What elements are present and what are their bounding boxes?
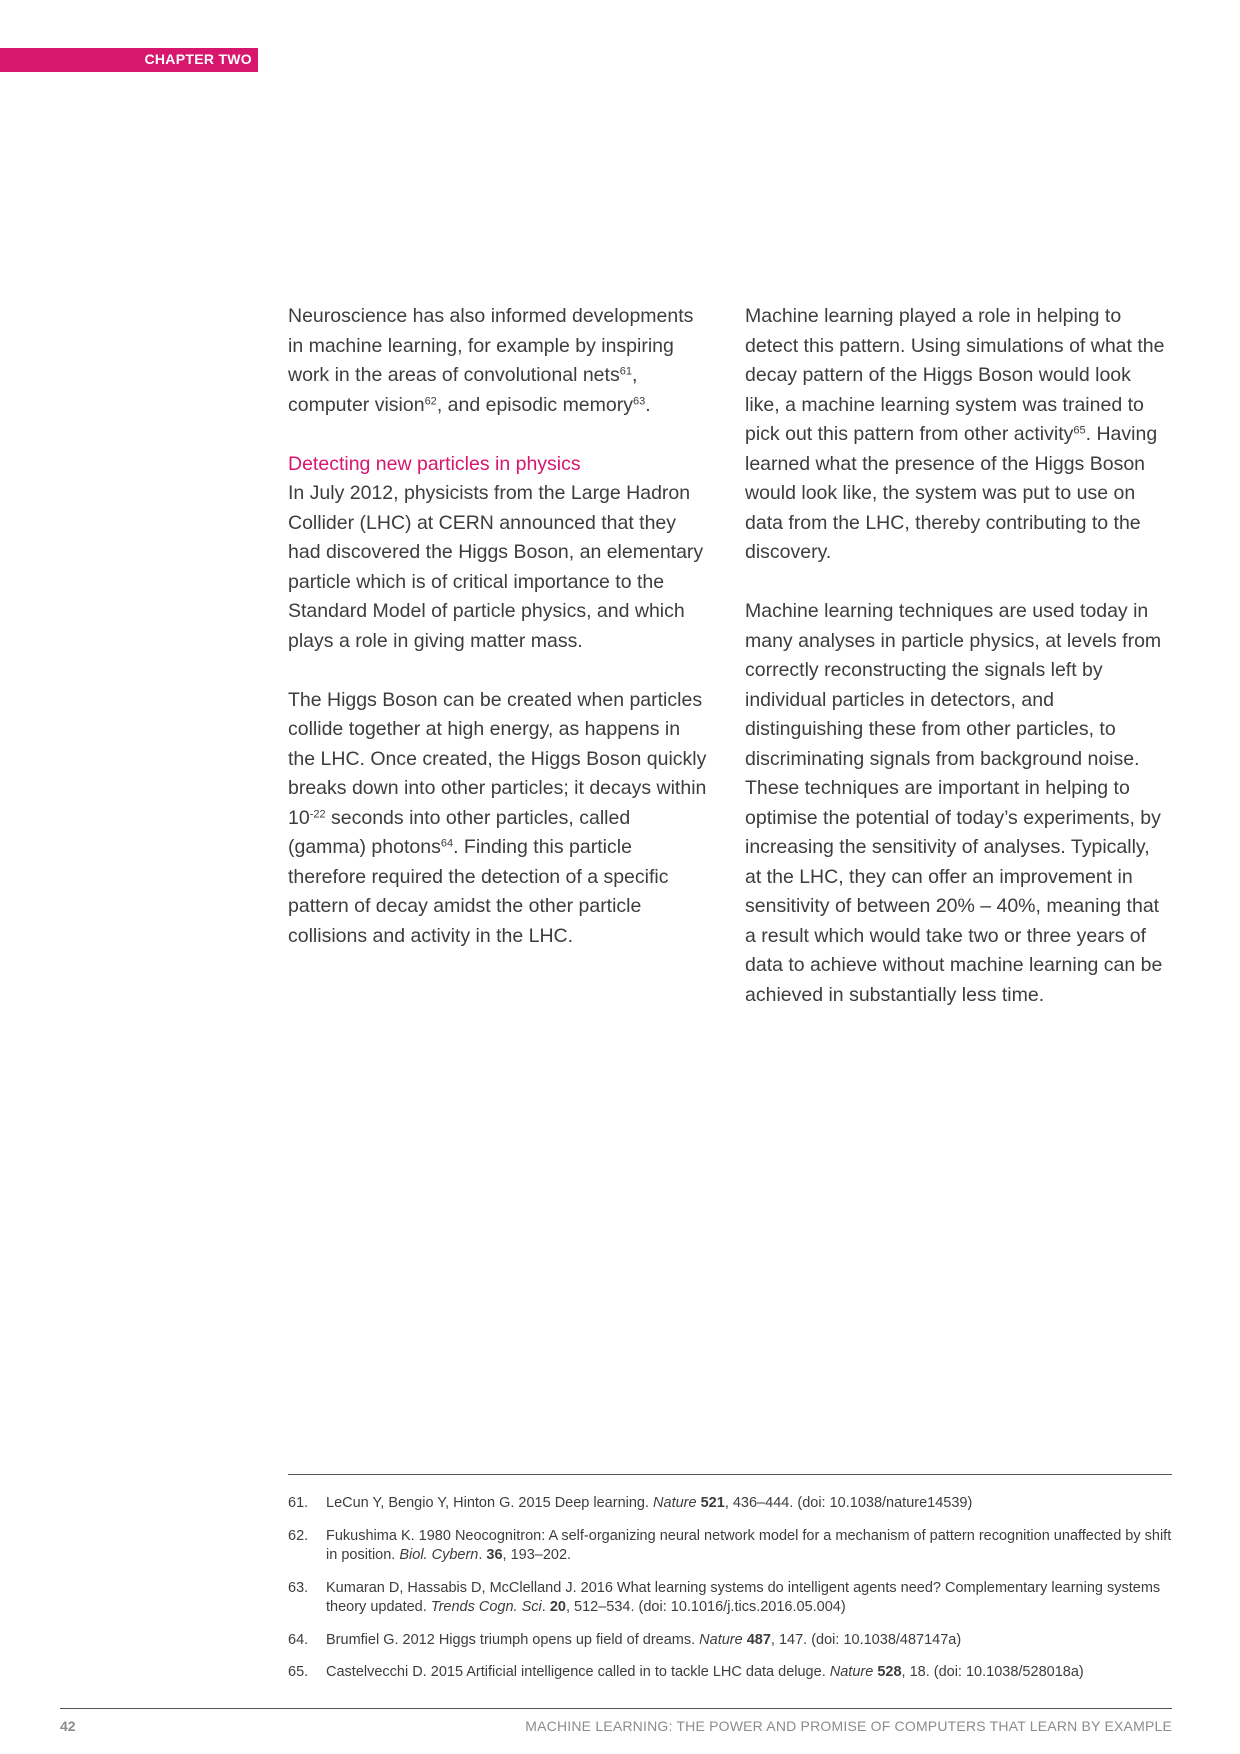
footnote-divider: [288, 1474, 1172, 1475]
footnote-ref-65[interactable]: 65: [1073, 424, 1086, 437]
chapter-tab: [0, 48, 258, 72]
footnote-number: 61.: [288, 1495, 309, 1511]
footnote-item: 61. LeCun Y, Bengio Y, Hinton G. 2015 Deep learning. Nature 521, 436–444. (doi: 10.1038/nature14539): [288, 1494, 1172, 1514]
paragraph-neuroscience: Neuroscience has also informed developments in machine learning, for example by inspiring work in the areas of convolutional nets$^{61}$, computer vision$^{62}$, and episodic memory$^{63}$.: [288, 305, 694, 416]
paragraph-lhc-announcement: Detecting new particles in physics In July 2012, physicists from the Large Hadron Collider (LHC) at CERN announced that they had discovered the Higgs Boson, an elementary particle which is of critical importance to the Standard Model of particle physics, and which plays a role in giving matter mass.: [288, 450, 708, 657]
footnote-number: 62.: [288, 1527, 309, 1544]
left-column: [288, 302, 708, 981]
section-heading: Detecting new particles in physics: [288, 452, 581, 475]
paragraph-ml-pattern: Machine learning played a role in helping to detect this pattern. Using simulations of what the decay pattern of the Higgs Boson would look like, a machine learning system was trained to pick out this pattern from other activity$^{65}$. Having learned what the presence of the Higgs Boson would look like, the system was put to use on data from the LHC, thereby contributing to the discovery.: [745, 305, 1165, 563]
footnote-ref-63[interactable]: 63: [632, 394, 646, 407]
footnote-item: 63. Kumaran D, Hassabis D, McClelland J. 2016 What learning systems do intelligent agents need? Complementary learning systems theory updated. Trends Cogn. Sci. 20, 512–534. (doi: 10.1016/j.tics.2016.05.004): [288, 1579, 1161, 1615]
footnote-list: [288, 1494, 1172, 1696]
footnote-ref-64[interactable]: 64: [440, 837, 454, 850]
paragraph-ml-techniques: Machine learning techniques are used today in many analyses in particle physics, at levels from correctly reconstructing the signals left by individual particles in detectors, and distinguishing these from other particles, to discriminating signals from background noise. These techniques are important in helping to optimise the potential of today’s experiments, by increasing the sensitivity of analyses. Typically, at the LHC, they can offer an improvement in sensitivity of between 20% – 40%, meaning that a result which would take two or three years of data to achieve without machine learning can be achieved in substantially less time.: [745, 600, 1163, 1006]
footnote-item: 62. Fukushima K. 1980 Neocognitron: A self-organizing neural network model for a mechanism of pattern recognition unaffected by shift in position. Biol. Cybern. 36, 193–202.: [288, 1527, 1172, 1563]
page-number: 42: [60, 1718, 76, 1734]
right-column: [745, 302, 1165, 1040]
paragraph-higgs-decay: The Higgs Boson can be created when particles collide together at high energy, as happens in the LHC. Once created, the Higgs Boson quickly breaks down into other particles; it decays within $10^{-22}$ seconds into other particles, called (gamma) photons$^{64}$. Finding this particle therefore required the detection of a specific pattern of decay amidst the other particle collisions and activity in the LHC.: [288, 688, 707, 947]
footnote-ref-62[interactable]: 62: [424, 394, 437, 407]
footnote-number: 63.: [288, 1579, 309, 1596]
footnote-item: 65. Castelvecchi D. 2015 Artificial intelligence called in to tackle LHC data deluge. Nature 528, 18. (doi: 10.1038/528018a): [288, 1663, 1172, 1683]
footer-divider: [60, 1708, 1172, 1709]
footnote-number: 64.: [288, 1631, 309, 1648]
footnote-item: 64. Brumfiel G. 2012 Higgs triumph opens up field of dreams. Nature 487, 147. (doi: 10.1038/487147a): [288, 1631, 1172, 1651]
footnote-ref-61[interactable]: 61: [619, 365, 632, 378]
running-title: MACHINE LEARNING: THE POWER AND PROMISE OF COMPUTERS THAT LEARN BY EXAMPLE: [525, 1718, 1172, 1734]
exponent: -22: [309, 807, 326, 820]
chapter-label: CHAPTER TWO: [144, 51, 252, 67]
footnote-number: 65.: [288, 1664, 309, 1680]
